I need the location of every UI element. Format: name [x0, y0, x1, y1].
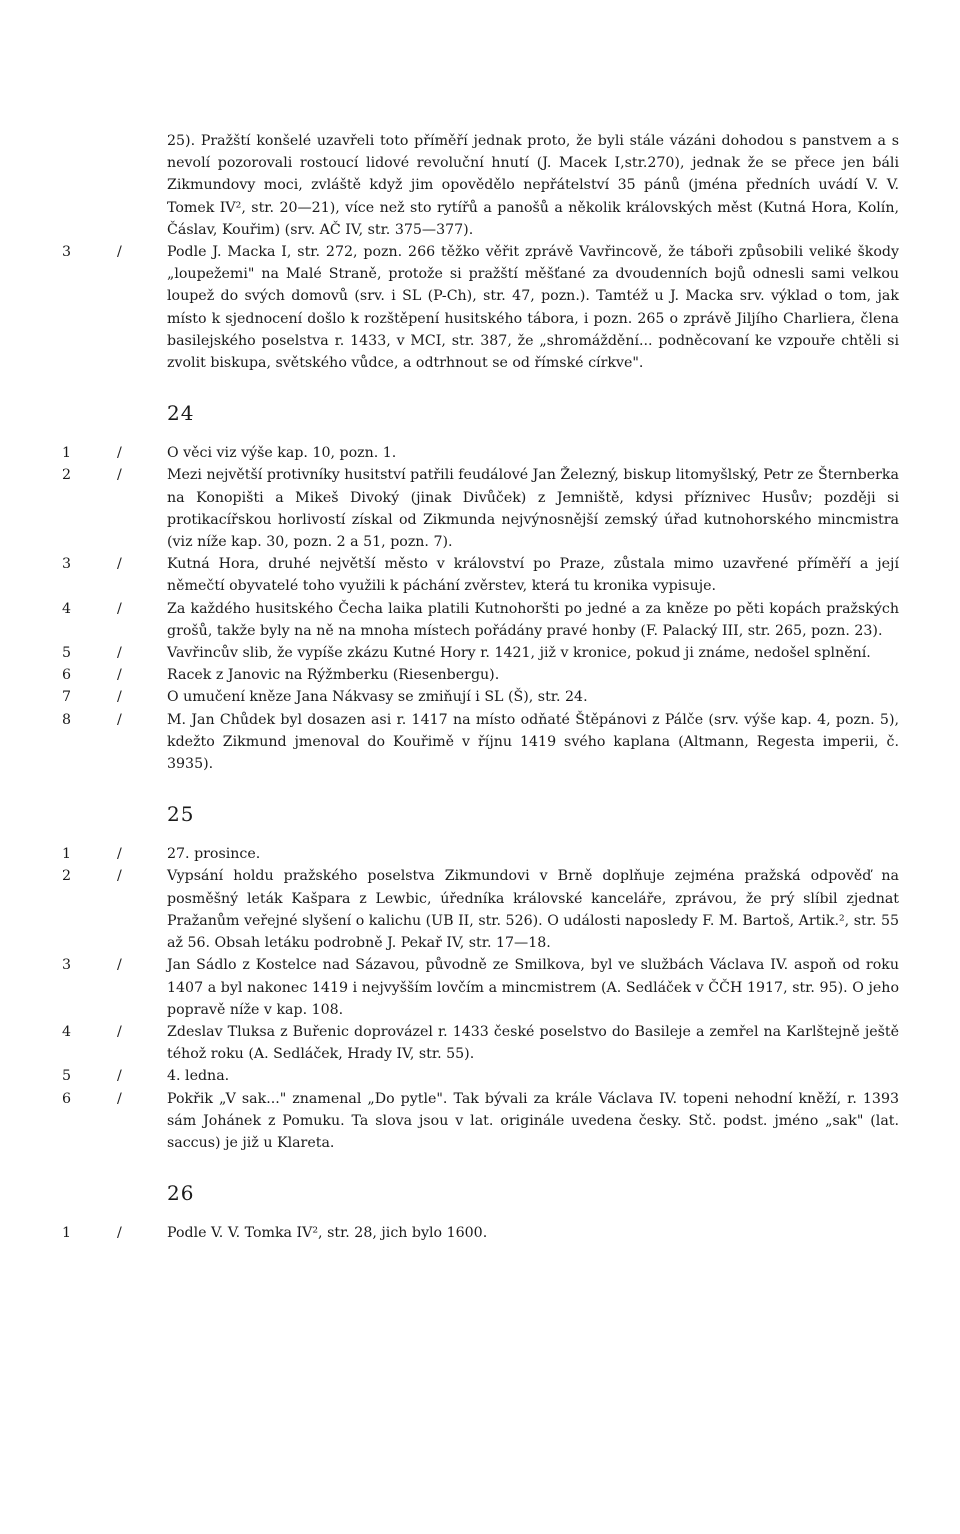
note-number: 2 — [62, 467, 72, 484]
note-3 — [62, 553, 899, 597]
note-text: M. Jan Chůdek byl dosazen asi r. 1417 na místo odňaté Štěpánovi z Pálče (srv. výše kap. 4, pozn. 5), kdežto Zikmund jmenoval do Kouřimě v říjnu 1419 svého kaplana (Altmann, Regesta imperii, č. 3935). — [167, 711, 899, 773]
note-number: 6 — [62, 1090, 72, 1107]
note-1 — [62, 1222, 899, 1244]
note-number: 3 — [62, 556, 72, 573]
note-1 — [62, 442, 899, 464]
note-separator: / — [117, 689, 122, 706]
note-5 — [62, 642, 899, 664]
note-8 — [62, 709, 899, 776]
note-text: 27. prosince. — [167, 846, 261, 863]
note-text: Mezi největší protivníky husitství patřili feudálové Jan Železný, biskup litomyšlský, Petr ze Šternberka na Konopišti a Mikeš Divoký (jinak Divůček) z Jemniště, kdysi příznivec Husův; později si protikacířskou horlivostí získal od Zikmunda nejvýnosnější zemský úřad kutnohorského mincmistra (viz níže kap. 30, pozn. 2 a 51, pozn. 7). — [167, 467, 899, 551]
note-number: 3 — [62, 244, 72, 261]
note-number: 5 — [62, 645, 72, 662]
note-text: O věci viz výše kap. 10, pozn. 1. — [167, 445, 397, 462]
note-number: 5 — [62, 1068, 72, 1085]
note-6 — [62, 1088, 899, 1155]
note-separator: / — [117, 1023, 122, 1040]
note-text: Racek z Janovic na Rýžmberku (Riesenbergu). — [167, 667, 500, 684]
note-separator: / — [117, 846, 122, 863]
note-3 — [62, 954, 899, 1021]
note-number: 7 — [62, 689, 72, 706]
section-26 — [62, 1154, 899, 1244]
note-separator: / — [117, 1068, 122, 1085]
note-separator: / — [117, 467, 122, 484]
note-number: 8 — [62, 711, 72, 728]
note-separator: / — [117, 1225, 122, 1242]
note-1 — [62, 843, 899, 865]
note-separator: / — [117, 868, 122, 885]
note-4 — [62, 1021, 899, 1065]
note-7 — [62, 686, 899, 708]
note-separator: / — [117, 1090, 122, 1107]
note-number: 2 — [62, 868, 72, 885]
section-heading: 24 — [167, 401, 195, 426]
note-text: Pokřik „V sak..." znamenal „Do pytle". Tak bývali za krále Václava IV. topeni nehodní kněží, r. 1393 sám Johánek z Pomuku. Ta slova jsou v lat. originále uvedena česky. Stč. podst. jméno „sak" (lat. saccus) je již u Klareta. — [167, 1090, 899, 1151]
note-number: 4 — [62, 1023, 72, 1040]
note-2 — [62, 865, 899, 954]
section-continued — [62, 130, 899, 374]
note-number: 1 — [62, 846, 72, 863]
note-separator: / — [117, 667, 122, 684]
note-separator: / — [117, 645, 122, 662]
note-number: 4 — [62, 600, 72, 617]
note-separator: / — [117, 445, 122, 462]
note-text: Jan Sádlo z Kostelce nad Sázavou, původně ze Smilkova, byl ve službách Václava IV. aspoň od roku 1407 a byl nakonec 1419 i nejvyšším lovčím a mincmistrem (A. Sedláček v ČČH 1917, str. 95). O jeho popravě níže v kap. 108. — [167, 957, 899, 1018]
note-separator: / — [117, 244, 122, 261]
note-2 — [62, 464, 899, 553]
note-text: O umučení kněze Jana Nákvasy se zmiňují i SL (Š), str. 24. — [167, 689, 588, 706]
note-text: Vavřincův slib, že vypíše zkázu Kutné Hory r. 1421, již v kronice, pokud ji známe, nedošel splnění. — [167, 645, 871, 662]
note-separator: / — [117, 957, 122, 974]
note-3 — [62, 241, 899, 374]
note-number: 1 — [62, 445, 72, 462]
note-4 — [62, 598, 899, 642]
note-continued — [167, 130, 899, 241]
note-number: 3 — [62, 957, 72, 974]
note-separator: / — [117, 600, 122, 617]
note-text: Vypsání holdu pražského poselstva Zikmundovi v Brně doplňuje zejména pražská odpověď na posměšný leták Kašpara z Lewbic, úředníka královské kanceláře, zprávou, že prý slíbil zjednat Pražanům veřejné slyšení o kalichu (UB II, str. 526). O události naposledy F. M. Bartoš, Artik.², str. 55 až 56. Obsah letáku podrobně J. Pekař IV, str. 17—18. — [167, 868, 899, 952]
note-text: Za každého husitského Čecha laika platili Kutnohoršti po jedné a za kněze po pěti kopách pražských grošů, takže byly na ně na mnoha místech pořádány pravé honby (F. Palacký III, str. 265, pozn. 23). — [167, 600, 899, 639]
note-text: Podle V. V. Tomka IV², str. 28, jich bylo 1600. — [167, 1225, 488, 1242]
notes-text-block — [62, 130, 899, 1244]
section-heading: 25 — [167, 802, 195, 827]
note-text: Kutná Hora, druhé největší město v království po Praze, zůstala mimo uzavřené příměří a její němečtí obyvatelé toho využili k páchání zvěrstev, která tu kronika vypisuje. — [167, 556, 899, 595]
note-number: 6 — [62, 667, 72, 684]
section-25 — [62, 775, 899, 1154]
note-separator: / — [117, 556, 122, 573]
section-24 — [62, 374, 899, 775]
note-separator: / — [117, 711, 122, 728]
note-6 — [62, 664, 899, 686]
section-heading: 26 — [167, 1181, 195, 1206]
note-number: 1 — [62, 1225, 72, 1242]
note-text: Zdeslav Tluksa z Buřenic doprovázel r. 1433 české poselstvo do Basileje a zemřel na Karlštejně ještě téhož roku (A. Sedláček, Hrady IV, str. 55). — [167, 1023, 899, 1063]
note-text: Podle J. Macka I, str. 272, pozn. 266 těžko věřit zprávě Vavřincově, že táboři způsobili veliké škody „loupežemi" na Malé Straně, protože si pražští měšťané za dvoudenních bojů odnesli sami velkou loupež do svých domovů (srv. i SL (P-Ch), str. 47, pozn.). Tamtéž u J. Macka srv. výklad o tom, jak místo k sjednocení došlo k rozštěpení husitského tábora, i pozn. 265 o zprávě Jiljího Charliera, člena basilejského poselstva r. 1433, v MCI, str. 387, že „shromáždění... podněcovaní ke vzpouře chtěli si zvolit biskupa, světského vůdce, a odtrhnout se od římské církve". — [167, 244, 899, 372]
note-text: 4. ledna. — [167, 1068, 230, 1085]
note-text: 25). Pražští konšelé uzavřeli toto příměří jednak proto, že byli stále vázáni dohodou s panstvem a s nevolí pozorovali rostoucí lidové revoluční hnutí (J. Macek I,str.270), jednak že se přece jen báli Zikmundovy moci, zvláště když jim opovědělo nepřátelství 35 pánů (jména předních uvádí V. V. Tomek IV², str. 20—21), více než sto rytířů a panošů a několik královských měst (Kutná Hora, Kolín, Čáslav, Kouřim) (srv. AČ IV, str. 375—377). — [167, 133, 899, 238]
note-5 — [62, 1065, 899, 1087]
